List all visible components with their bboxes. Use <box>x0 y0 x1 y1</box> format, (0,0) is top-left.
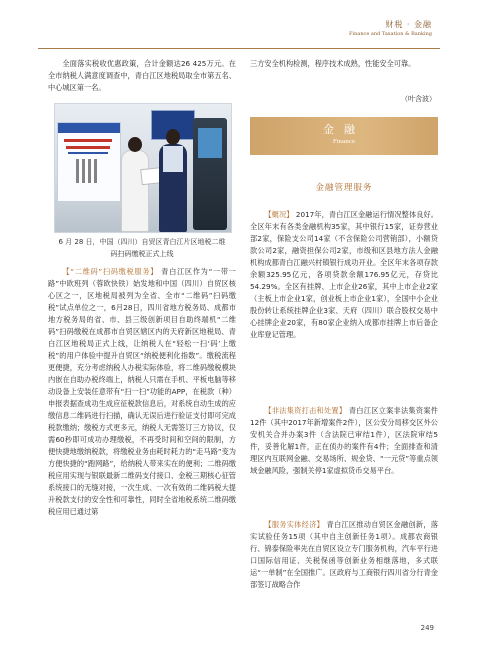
real-economy-paragraph <box>250 519 438 591</box>
left-column <box>48 58 236 94</box>
page-header <box>0 17 480 51</box>
real-economy-heading: 【服务实体经济】 <box>264 520 324 529</box>
overview-heading: 【概况】 <box>264 210 294 219</box>
qr-tax-paragraph <box>48 266 236 518</box>
overview-paragraph <box>250 209 438 341</box>
person-image <box>121 150 149 232</box>
section-banner <box>250 117 438 155</box>
overview-block <box>250 209 438 341</box>
self-service-kiosk-image <box>193 118 227 230</box>
banner-subtitle: Finance <box>332 139 356 145</box>
left-column-lower <box>48 266 236 518</box>
illegal-fundraising-block <box>250 405 438 477</box>
qr-tax-heading: 【“二维码”扫码缴税服务】 <box>62 267 159 276</box>
illegal-fundraising-heading: 【非法集资打击和处置】 <box>264 406 347 415</box>
real-economy-block <box>250 519 438 591</box>
left-intro-paragraph: 全面落实税收优惠政策，合计金额达26 425万元。在全市纳税人满意度调查中，青白江区地税局取全市第五名、中心城区第一名。 <box>48 59 236 92</box>
section-title: 金融管理服务 <box>315 183 373 193</box>
qr-poster-image <box>57 122 121 202</box>
photo-caption: 6 月 28 日，中国（四川）自贸区青白江片区地税二维码扫码缴税正式上线 <box>58 238 226 258</box>
author-note: （叶含波） <box>401 95 436 103</box>
header-title: 财税 · 金融 <box>385 20 432 29</box>
qr-tax-text: 青白江区作为“一带一路”中欧班列（蓉欧快铁）始发地和中国（四川）自贸区核心区之一，区地税局被列为全省、全市“二维码”扫码缴税”试点单位之一，6月28日，四川省地方税务局、成都市地方税务局的省、市、县三级创新项目自助终端机“二维码”扫码缴税在成都市自贸区辖区内的天府新区地税局、青白江区地税局正式上线，让纳税人在“轻松一扫‘码’上缴税”的用户体验中提升自贸区“纳税便利化指数”。缴税流程更便捷，充分考虑纳税人办税实际体验，将二维码缴税模块内嵌在自助办税终端上，纳税人只需在手机、平板电脑等移动设备上安装任意带有“扫一扫”功能的APP，在税款（种）申报表据查成功生成应征税款信息后，对系统自动生成的应缴信息二维码进行扫描，确认无误后进行验证支付即可完成税款缴纳；缴税方式更多元，纳税人无需签订三方协议，仅需60秒即可成功办理缴税，不再受时间和空间的限制，方便快捷地缴纳税款，将缴税业务由耗时耗力的“走马路”变为方便快捷的“跑网路”，给纳税人带来实在的便利；二维码缴税应用实现与银联最新二维码支付接口、金税三期核心征管系统接口的无缝对接，一次生成、一次有效的二维码税大提升税款支付的安全性和可靠性，同时全省地税系统二维码缴税应用已通过第 <box>48 267 236 516</box>
right-column <box>250 58 438 70</box>
header-rule <box>38 48 440 49</box>
kiosk-photo <box>54 103 232 233</box>
illegal-fundraising-text: 青白江区立案非法集资案件12件（其中2017年新增案件2件），区公安分局移交区外公安机关合并办案3件（含法院已审结1件），区法院审结5件，妥善化解1件，正在侦办的案件有4件；全面排查和清理区内互联网金融、交易场所、规金贷、“一元贷”等重点领域金融风险，强制关停1家虚拟货币交易平台。 <box>250 406 438 475</box>
page-number: 249 <box>420 624 434 632</box>
illegal-fundraising-paragraph <box>250 405 438 477</box>
real-economy-text: 青白江区推动自贸区金融创新，落实试验任务15项（其中自主创新任务1项）。成都农商银行、锦泰保险率先在自贸区设立专门服务机构，汽车平行进口国际信用证、关税保函等创新业务相继落地，多式联运“一单制”在全国推广。区政府与工商银行四川省分行青金部签订战略合作 <box>250 520 438 589</box>
right-continuation: 三方安全机构检测，程序技术成熟，性能安全可靠。 <box>250 59 416 68</box>
overview-text: 2017年，青白江区金融运行情况整体良好。全区年末有各类金融机构35家，其中银行15家，证券营业部2家，保险支公司14家（不含保险公司营销部），小额贷款公司2家，融资担保公司2家，市级和区县地方法人金融机构成都青白江融兴村镇银行成功开业。全区年末各项存款余额325.95亿元，各项贷款余额176.95亿元，存贷比54.29%。全区有挂牌、上市企业26家，其中上市企业2家（主板上市企业1家，创业板上市企业1家），全国中小企业股份转让系统挂牌企业3家、天府（四川）联合股权交易中心挂牌企业20家，有80家企业纳入成都市挂牌上市后备企业库登记管理。 <box>250 210 438 339</box>
header-subtitle: Finance and Taxation & Banking <box>349 31 432 37</box>
person-image <box>159 144 187 232</box>
qr-code-icon <box>76 159 100 183</box>
banner-title: 金融 <box>323 123 365 136</box>
